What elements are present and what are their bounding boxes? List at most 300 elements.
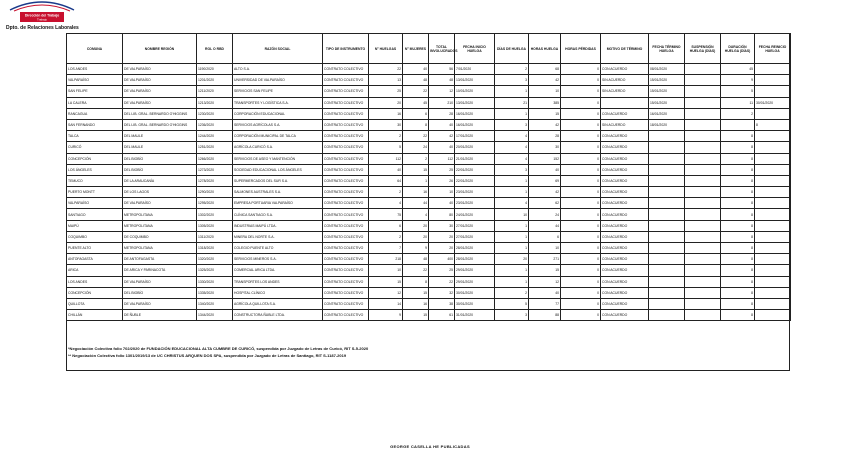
table-cell: 2 — [369, 231, 403, 242]
table-cell: 16 — [403, 298, 429, 309]
table-cell: 64 — [369, 175, 403, 186]
column-header: SUSPENSIÓN HUELGA (DÍAS) — [685, 34, 721, 64]
table-cell — [649, 142, 685, 153]
table-cell: 152 — [529, 153, 561, 164]
table-cell — [685, 198, 721, 209]
table-cell: MINERA DEL NORTE S.A. — [233, 231, 323, 242]
table-cell — [649, 243, 685, 254]
table-cell: 28 — [529, 131, 561, 142]
table-cell: 1211/2020 — [197, 86, 233, 97]
table-cell: AGRÍCOLA CURICÓ S.A. — [233, 142, 323, 153]
table-cell: 61 — [429, 310, 455, 321]
table-cell: 15 — [403, 287, 429, 298]
table-cell: 25 — [369, 86, 403, 97]
table-cell: 9 — [721, 75, 755, 86]
table-cell: 10 — [529, 243, 561, 254]
table-cell: 16/01/2020 — [455, 119, 495, 130]
table-row — [67, 310, 791, 321]
table-cell: 1266/2020 — [197, 153, 233, 164]
table-cell: 0 — [561, 310, 601, 321]
table-cell: 8 — [403, 119, 429, 130]
table-cell: 18/01/2020 — [649, 119, 685, 130]
table-cell: 0 — [561, 175, 601, 186]
table-cell: DE VALPARAÍSO — [123, 86, 197, 97]
table-cell: ALTO S.A. — [233, 64, 323, 75]
table-cell — [685, 175, 721, 186]
table-row — [67, 164, 791, 175]
table-cell: 8 — [721, 209, 755, 220]
table-cell: PUERTO MONTT — [67, 187, 123, 198]
table-cell: 12 — [429, 86, 455, 97]
table-row — [67, 243, 791, 254]
table-cell: 15 — [529, 265, 561, 276]
table-cell: 1 — [495, 231, 529, 242]
table-cell: INDUSTRIAS MAIPÚ LTDA. — [233, 220, 323, 231]
table-row — [67, 187, 791, 198]
table-cell: 68 — [529, 64, 561, 75]
table-cell: 8 — [721, 153, 755, 164]
table-cell: 22/01/2020 — [455, 164, 495, 175]
table-cell: TRANSPORTES Y LOGÍSTICA S.A. — [233, 97, 323, 108]
table-cell: DE LA ARAUCANÍA — [123, 175, 197, 186]
table-cell: 1273/2020 — [197, 164, 233, 175]
table-cell — [685, 97, 721, 108]
table-cell: 1320/2020 — [197, 254, 233, 265]
table-cell: 385 — [529, 97, 561, 108]
table-cell: DEL BIOBÍO — [123, 287, 197, 298]
table-cell: 1 — [495, 243, 529, 254]
table-cell: SERVICIOS DE ASEO Y MANTENCIÓN — [233, 153, 323, 164]
table-cell: CURICÓ — [67, 142, 123, 153]
table-cell: 0 — [561, 64, 601, 75]
table-cell: 6 — [529, 231, 561, 242]
table-cell: 0 — [561, 265, 601, 276]
table-row — [67, 153, 791, 164]
table-cell: 62 — [529, 198, 561, 209]
table-cell: 8 — [721, 231, 755, 242]
table-cell — [755, 108, 791, 119]
table-cell: 42 — [529, 187, 561, 198]
table-cell: 30/01/2020 — [455, 298, 495, 309]
table-cell: 8 — [721, 220, 755, 231]
direccion-del-trabajo-logo — [6, 0, 78, 24]
table-cell: CONTRATO COLECTIVO — [323, 86, 369, 97]
column-header: TIPO DE INSTRUMENTO — [323, 34, 369, 64]
table-cell: 42 — [529, 75, 561, 86]
column-header: TOTAL INVOLUCRADOS — [429, 34, 455, 64]
table-cell: 5 — [721, 86, 755, 97]
table-cell: METROPOLITANA — [123, 220, 197, 231]
table-cell — [685, 64, 721, 75]
table-row — [67, 298, 791, 309]
table-cell: 1278/2020 — [197, 175, 233, 186]
footnotes — [68, 345, 368, 359]
table-cell: 10 — [369, 265, 403, 276]
table-cell: 2 — [369, 187, 403, 198]
table-cell: VALPARAÍSO — [67, 75, 123, 86]
table-cell: DE ÑUBLE — [123, 310, 197, 321]
table-cell — [685, 131, 721, 142]
table-cell: CONTRATO COLECTIVO — [323, 198, 369, 209]
table-cell — [649, 131, 685, 142]
table-cell — [649, 254, 685, 265]
column-header: ROL O RBD — [197, 34, 233, 64]
table-cell — [649, 220, 685, 231]
table-cell: 1 — [495, 175, 529, 186]
table-cell: 0 — [561, 254, 601, 265]
table-cell: CON ACUERDO — [601, 310, 649, 321]
table-cell: 12 — [529, 276, 561, 287]
table-cell: 3 — [495, 119, 529, 130]
table-cell: 20 — [495, 254, 529, 265]
table-cell: 80 — [429, 209, 455, 220]
table-cell: CONSTRUCTORA ÑUBLE LTDA. — [233, 310, 323, 321]
table-cell: DE VALPARAÍSO — [123, 75, 197, 86]
table-cell: 3 — [495, 75, 529, 86]
table-cell: 12 — [369, 287, 403, 298]
table-cell: RANCAGUA — [67, 108, 123, 119]
table-cell: 17/01/2020 — [455, 131, 495, 142]
table-cell: 15/01/2020 — [649, 86, 685, 97]
table-cell: 1295/2020 — [197, 198, 233, 209]
table-cell: 2 — [495, 64, 529, 75]
table-cell: 40 — [429, 119, 455, 130]
table-cell: 28 — [429, 108, 455, 119]
table-cell: AGRÍCOLA QUILLOTA S.A. — [233, 298, 323, 309]
table-cell: CONTRATO COLECTIVO — [323, 287, 369, 298]
table-cell — [649, 153, 685, 164]
table-cell: CONCEPCIÓN — [67, 153, 123, 164]
table-cell: 88 — [529, 310, 561, 321]
table-cell: 25 — [429, 164, 455, 175]
table-cell: 27/01/2020 — [455, 231, 495, 242]
table-cell: 56 — [429, 64, 455, 75]
table-cell — [685, 153, 721, 164]
table-row — [67, 119, 791, 130]
table-cell: 0 — [561, 108, 601, 119]
table-cell: 0 — [561, 231, 601, 242]
table-cell: 48 — [403, 254, 429, 265]
table-cell: CONTRATO COLECTIVO — [323, 142, 369, 153]
column-header: FECHA INICIO HUELGA — [455, 34, 495, 64]
table-cell: CON ACUERDO — [601, 175, 649, 186]
table-cell: 1 — [495, 276, 529, 287]
table-cell: 0 — [561, 86, 601, 97]
table-cell — [755, 142, 791, 153]
table-row — [67, 198, 791, 209]
table-cell: DEL LIB. GRAL. BERNARDO O'HIGGINS — [123, 108, 197, 119]
table-cell: CON ACUERDO — [601, 64, 649, 75]
table-cell: 6 — [403, 108, 429, 119]
table-cell: 23/01/2020 — [455, 198, 495, 209]
table-cell — [685, 231, 721, 242]
table-cell: 1290/2020 — [197, 187, 233, 198]
table-cell: 1 — [403, 175, 429, 186]
table-cell: 20 — [403, 231, 429, 242]
table-cell: CORPORACIÓN EDUCACIONAL — [233, 108, 323, 119]
table-cell: 08/01/2020 — [649, 64, 685, 75]
table-cell: 8 — [721, 187, 755, 198]
table-cell: 10 — [495, 209, 529, 220]
table-cell: 15 — [369, 276, 403, 287]
table-cell: 1251/2020 — [197, 142, 233, 153]
table-cell — [755, 276, 791, 287]
table-cell: 1 — [495, 187, 529, 198]
table-cell: 0 — [561, 209, 601, 220]
table-cell: 1213/2020 — [197, 97, 233, 108]
table-cell: CONTRATO COLECTIVO — [323, 64, 369, 75]
table-cell: 16 — [403, 187, 429, 198]
table-cell: CONTRATO COLECTIVO — [323, 131, 369, 142]
table-cell — [685, 254, 721, 265]
table-cell: 30 — [529, 142, 561, 153]
table-cell: CONTRATO COLECTIVO — [323, 97, 369, 108]
table-cell: 1325/2020 — [197, 265, 233, 276]
table-cell: 3 — [495, 310, 529, 321]
table-cell: DE COQUIMBO — [123, 231, 197, 242]
table-cell: SANTIAGO — [67, 209, 123, 220]
footnote-1: *Negociación Colectiva folio 702/2020 de FUNDACIÓN EDUCACIONAL ALTA CUMBRE DE CURICÓ, suspendida por Juzgado de Letras de Curicó, RIT S-5-2020 — [68, 346, 369, 351]
table-cell: 1244/2020 — [197, 131, 233, 142]
table-cell: 28/01/2020 — [455, 243, 495, 254]
table-cell: COQUIMBO — [67, 231, 123, 242]
table-row — [67, 175, 791, 186]
table-cell: CON ACUERDO — [601, 276, 649, 287]
table-cell — [755, 310, 791, 321]
table-cell: 0 — [561, 142, 601, 153]
table-cell: LOS ANDES — [67, 64, 123, 75]
table-cell — [755, 153, 791, 164]
table-cell: 30/01/2020 — [455, 287, 495, 298]
column-header: COMUNA — [67, 34, 123, 64]
table-cell: 15 — [529, 108, 561, 119]
table-cell: CON ACUERDO — [601, 142, 649, 153]
table-cell: 69 — [529, 175, 561, 186]
table-cell: 1201/2020 — [197, 75, 233, 86]
table-cell: METROPOLITANA — [123, 243, 197, 254]
table-cell: 8 — [721, 254, 755, 265]
table-cell: PUENTE ALTO — [67, 243, 123, 254]
table-cell: 2 — [495, 287, 529, 298]
table-cell: 44 — [529, 220, 561, 231]
table-cell: 8 — [721, 131, 755, 142]
table-cell — [755, 131, 791, 142]
table-cell: DE ANTOFAGASTA — [123, 254, 197, 265]
table-cell — [649, 287, 685, 298]
table-cell: CON ACUERDO — [601, 131, 649, 142]
table-body — [67, 64, 791, 321]
table-cell: CONTRATO COLECTIVO — [323, 254, 369, 265]
table-cell: 15/01/2020 — [649, 97, 685, 108]
table-cell: 40 — [403, 64, 429, 75]
table-cell: 4 — [495, 153, 529, 164]
table-cell: 13/01/2020 — [455, 97, 495, 108]
table-cell: 0 — [561, 298, 601, 309]
page-footer: GEORGE CASELLA HE PUBLICADAS — [390, 444, 470, 449]
table-cell: CONTRATO COLECTIVO — [323, 75, 369, 86]
table-cell: LA CALERA — [67, 97, 123, 108]
table-row — [67, 287, 791, 298]
department-title: Dpto. de Relaciones Laborales — [6, 25, 79, 31]
table-cell — [685, 243, 721, 254]
table-cell: 9 — [403, 243, 429, 254]
table-cell: CONTRATO COLECTIVO — [323, 243, 369, 254]
table-cell: CONTRATO COLECTIVO — [323, 119, 369, 130]
table-cell — [685, 287, 721, 298]
table-cell — [685, 164, 721, 175]
table-cell: 1340/2020 — [197, 298, 233, 309]
table-cell: CON ACUERDO — [601, 254, 649, 265]
table-cell — [685, 75, 721, 86]
table-cell: 20 — [369, 97, 403, 108]
table-cell — [649, 298, 685, 309]
table-row — [67, 97, 791, 108]
table-row — [67, 142, 791, 153]
table-cell: 20 — [429, 243, 455, 254]
table-header-row — [67, 34, 791, 64]
table-cell: 8 — [721, 164, 755, 175]
svg-text:Trabajo: Trabajo — [36, 17, 48, 22]
table-cell: 8 — [721, 298, 755, 309]
table-cell: DE LOS LAGOS — [123, 187, 197, 198]
table-cell — [685, 298, 721, 309]
table-cell: 1 — [495, 86, 529, 97]
table-cell: 16 — [369, 108, 403, 119]
table-cell: 24 — [529, 209, 561, 220]
table-cell: 4 — [369, 198, 403, 209]
table-cell: 22 — [403, 265, 429, 276]
table-cell: SERVICIOS AGRÍCOLAS S.A. — [233, 119, 323, 130]
table-cell: 9 — [369, 310, 403, 321]
table-cell: CONTRATO COLECTIVO — [323, 265, 369, 276]
table-cell: 24 — [403, 142, 429, 153]
table-cell: 0 — [561, 153, 601, 164]
table-cell: CON ACUERDO — [601, 265, 649, 276]
table-cell: COLEGIO PUENTE ALTO — [233, 243, 323, 254]
table-cell: 4 — [495, 131, 529, 142]
table-cell: 40 — [429, 142, 455, 153]
table-cell: 4 — [403, 209, 429, 220]
table-cell: 22 — [369, 64, 403, 75]
table-cell — [649, 310, 685, 321]
table-cell: CHILLÁN — [67, 310, 123, 321]
table-cell: CON ACUERDO — [601, 243, 649, 254]
table-cell — [685, 108, 721, 119]
table-cell: SIN ACUERDO — [601, 119, 649, 130]
table-cell — [685, 220, 721, 231]
table-cell: 0 — [561, 164, 601, 175]
table-cell: COMERCIAL ARICA LTDA. — [233, 265, 323, 276]
table-cell: 26 — [429, 175, 455, 186]
table-cell: 1330/2020 — [197, 276, 233, 287]
table-cell — [649, 276, 685, 287]
table-cell: 22/01/2020 — [455, 175, 495, 186]
table-cell: CONTRATO COLECTIVO — [323, 276, 369, 287]
table-cell: EMPRESA PORTUARIA VALPARAÍSO — [233, 198, 323, 209]
table-cell: 0 — [561, 97, 601, 108]
table-row — [67, 220, 791, 231]
table-cell: SIN ACUERDO — [601, 75, 649, 86]
table-cell: CON ACUERDO — [601, 209, 649, 220]
table-cell: CONTRATO COLECTIVO — [323, 175, 369, 186]
table-cell: SIN ACUERDO — [601, 86, 649, 97]
column-header: DÍAS DE HUELGA — [495, 34, 529, 64]
table-cell — [721, 119, 755, 130]
column-header: N° HUELGAS — [369, 34, 403, 64]
table-cell: 0 — [561, 119, 601, 130]
table-cell: CLÍNICA SANTIAGO S.A. — [233, 209, 323, 220]
table-cell: 8 — [721, 198, 755, 209]
table-cell — [685, 86, 721, 97]
table-cell: 7 — [369, 243, 403, 254]
table-cell: CONTRATO COLECTIVO — [323, 153, 369, 164]
table-cell — [755, 243, 791, 254]
table-cell: 20 — [403, 220, 429, 231]
table-cell: DEL BIOBÍO — [123, 153, 197, 164]
table-cell: 44 — [403, 198, 429, 209]
table-cell: 8 — [721, 310, 755, 321]
table-cell: 15 — [403, 164, 429, 175]
table-cell — [685, 310, 721, 321]
table-cell — [755, 164, 791, 175]
table-cell: CON ACUERDO — [601, 108, 649, 119]
table-cell: 40 — [529, 164, 561, 175]
table-cell: 8 — [721, 175, 755, 186]
table-cell: 29/01/2020 — [455, 265, 495, 276]
table-cell — [649, 175, 685, 186]
table-cell: 8 — [721, 276, 755, 287]
table-cell: CONTRATO COLECTIVO — [323, 310, 369, 321]
table-cell: 112 — [429, 153, 455, 164]
table-cell: UNIVERSIDAD DE VALPARAÍSO — [233, 75, 323, 86]
table-cell: 20/01/2020 — [455, 142, 495, 153]
table-cell: DEL MAULE — [123, 131, 197, 142]
table-cell: 1302/2020 — [197, 209, 233, 220]
table-cell: SAN FELIPE — [67, 86, 123, 97]
table-cell: CON ACUERDO — [601, 287, 649, 298]
table-cell: SUPERMERCADOS DEL SUR S.A. — [233, 175, 323, 186]
table-cell: 1236/2020 — [197, 119, 233, 130]
table-cell: 22 — [403, 86, 429, 97]
table-cell: CONTRATO COLECTIVO — [323, 298, 369, 309]
column-header: HORAS PÉRDIDAS — [561, 34, 601, 64]
table-cell: 0 — [561, 198, 601, 209]
table-cell — [685, 142, 721, 153]
table-row — [67, 276, 791, 287]
column-header: MOTIVO DE TÉRMINO — [601, 34, 649, 64]
table-cell: 1318/2020 — [197, 243, 233, 254]
table-cell: 21 — [495, 97, 529, 108]
table-cell — [755, 187, 791, 198]
table-cell: 40 — [369, 164, 403, 175]
table-cell: 1 — [495, 265, 529, 276]
table-cell: 40 — [529, 287, 561, 298]
table-cell: LOS ANDES — [67, 276, 123, 287]
table-cell: 1190/2020 — [197, 64, 233, 75]
table-cell: 48 — [403, 75, 429, 86]
table-cell: SALMONES AUSTRALES S.A. — [233, 187, 323, 198]
table-cell: 30/01/2020 — [755, 97, 791, 108]
column-header: RAZÓN SOCIAL — [233, 34, 323, 64]
table-cell: TEMUCO — [67, 175, 123, 186]
column-header: FECHA REINICIO HUELGA — [755, 34, 791, 64]
column-header: FECHA TÉRMINO HUELGA — [649, 34, 685, 64]
table-cell: 24/01/2020 — [455, 209, 495, 220]
table-cell: CONTRATO COLECTIVO — [323, 108, 369, 119]
table-cell: 20 — [429, 231, 455, 242]
table-cell: SAN FERNANDO — [67, 119, 123, 130]
table-cell: DE ARICA Y PARINACOTA — [123, 265, 197, 276]
